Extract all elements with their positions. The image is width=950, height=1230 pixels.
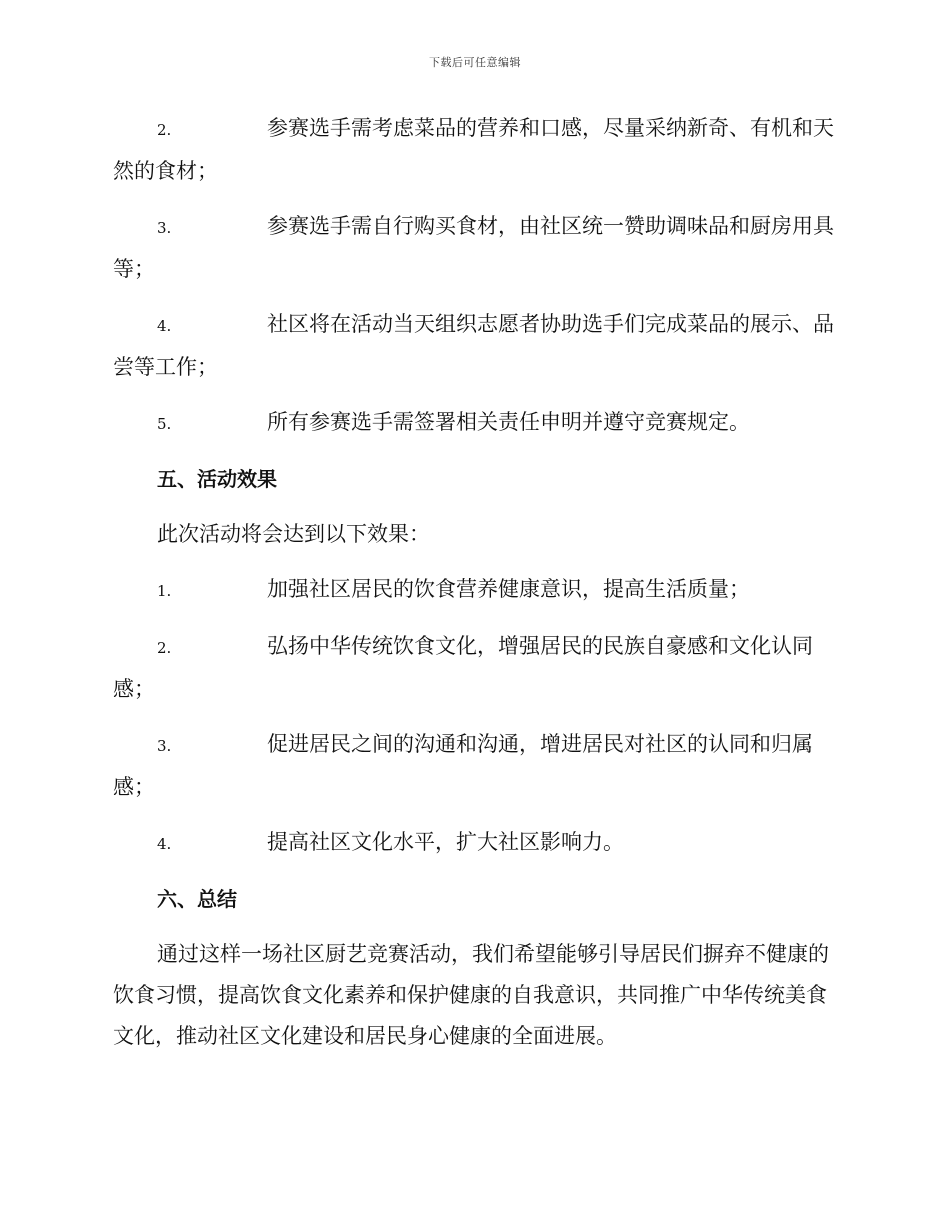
section-heading-effects: 五、活动效果 [157, 467, 277, 491]
section-intro: 此次活动将会达到以下效果： [157, 522, 430, 546]
list-item-text: 参赛选手需自行购买食材，由社区统一赞助调味品和厨房用具等； [113, 214, 834, 281]
list-item [113, 724, 835, 808]
list-item-number: 4. [157, 835, 172, 853]
section-heading-summary: 六、总结 [157, 887, 237, 911]
list-item [113, 569, 835, 612]
list-item-number: 3. [157, 219, 172, 237]
list-item-text: 弘扬中华传统饮食文化，增强居民的民族自豪感和文化认同感； [113, 634, 813, 701]
list-item [113, 206, 835, 290]
document-body [113, 108, 835, 1071]
list-item-text: 参赛选手需考虑菜品的营养和口感，尽量采纳新奇、有机和天然的食材； [113, 116, 834, 183]
list-item-text: 社区将在活动当天组织志愿者协助选手们完成菜品的展示、品尝等工作； [113, 312, 834, 379]
list-item-text: 加强社区居民的饮食营养健康意识，提高生活质量； [267, 577, 750, 601]
list-item-number: 1. [157, 582, 172, 600]
list-item-text: 提高社区文化水平，扩大社区影响力。 [267, 830, 624, 854]
list-item-number: 4. [157, 317, 172, 335]
list-item [113, 108, 835, 192]
list-item-text: 促进居民之间的沟通和沟通，增进居民对社区的认同和归属感； [113, 732, 813, 799]
page-header: 下载后可任意编辑 [429, 56, 521, 69]
list-item [113, 822, 835, 865]
summary-paragraph: 通过这样一场社区厨艺竞赛活动，我们希望能够引导居民们摒弃不健康的饮食习惯，提高饮食文化素养和保护健康的自我意识，共同推广中华传统美食文化，推动社区文化建设和居民身心健康的全面进展。 [113, 942, 829, 1048]
list-item-number: 3. [157, 737, 172, 755]
list-item [113, 626, 835, 710]
list-item [113, 402, 835, 445]
list-item [113, 304, 835, 388]
list-item-number: 2. [157, 121, 172, 139]
list-item-text: 所有参赛选手需签署相关责任申明并遵守竞赛规定。 [267, 410, 750, 434]
list-item-number: 2. [157, 639, 172, 657]
list-item-number: 5. [157, 415, 172, 433]
